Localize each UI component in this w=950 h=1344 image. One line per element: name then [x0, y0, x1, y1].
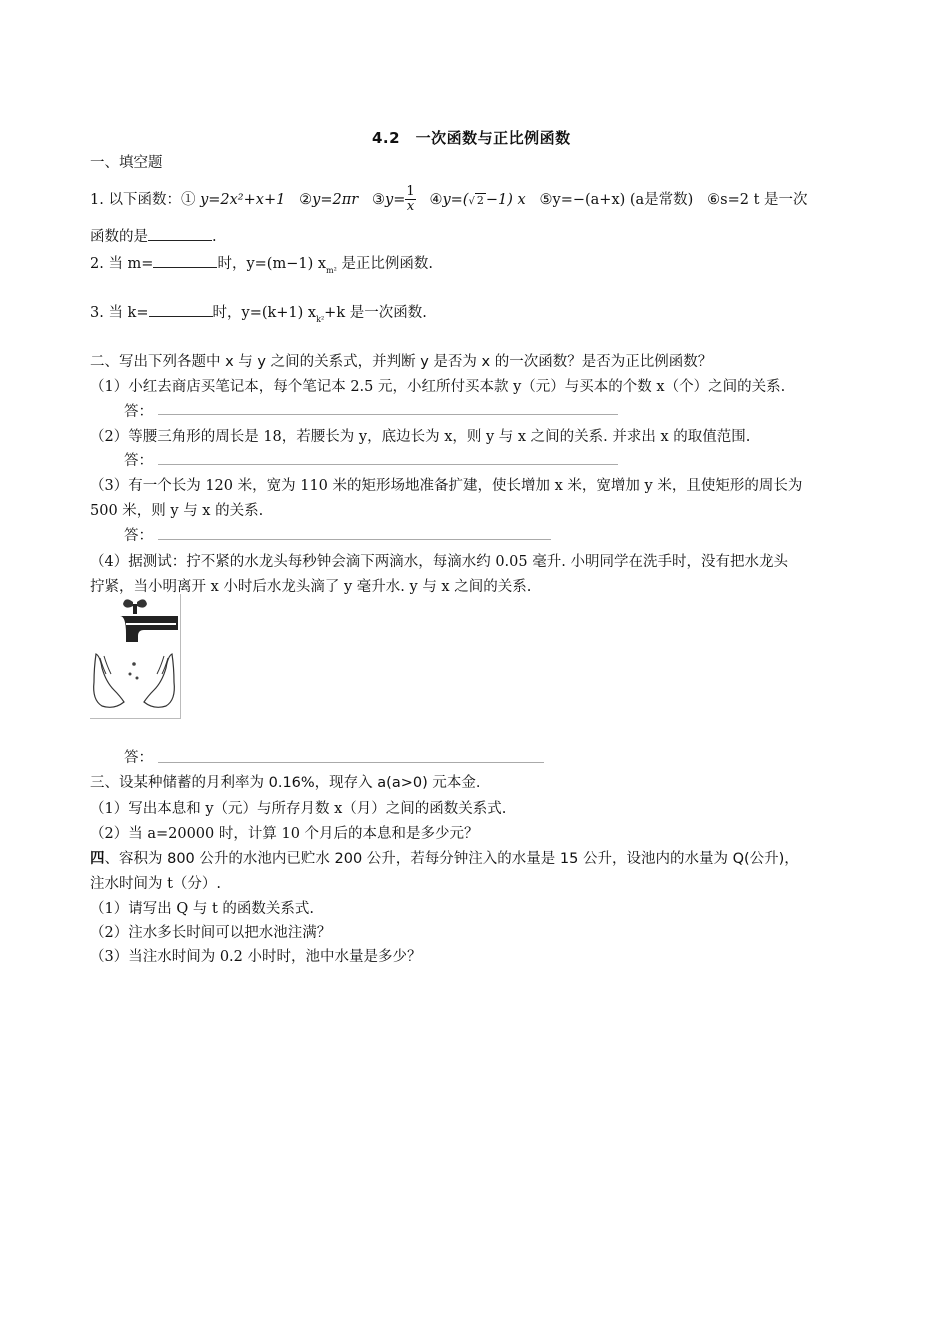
question-2-middle: 时，y=(m−1) x: [217, 256, 327, 272]
question-3-suffix: +k 是一次函数.: [324, 305, 427, 321]
section-heading-water-tank: [90, 847, 799, 868]
question-3-prefix: 3. 当 k=: [90, 305, 149, 321]
answer-blank[interactable]: [153, 253, 217, 268]
answer-label: 答：: [124, 404, 153, 420]
question-2-prefix: 2. 当 m=: [90, 256, 154, 272]
question-1-line-1: [90, 185, 808, 215]
fraction-denominator: x: [406, 199, 415, 215]
part2-question-4-line-2: 拧紧，当小明离开 x 小时后水龙头滴了 y 毫升水. y 与 x 之间的关系.: [90, 579, 532, 595]
answer-label: 答：: [124, 750, 153, 766]
answer-line[interactable]: [158, 464, 618, 465]
question-2-suffix: 是正比例函数.: [341, 256, 434, 272]
faucet-hands-icon: [90, 594, 180, 718]
question-1-intro: 1. 以下函数：: [90, 191, 181, 208]
option-1-label: ①: [180, 191, 196, 208]
option-5-label: ⑤: [539, 191, 553, 208]
section-heading-fill-blank: 一、填空题: [90, 155, 163, 171]
option-2-label: ②: [299, 191, 313, 208]
exponent-m: m²: [326, 266, 337, 275]
part2-question-3-line-1: （3）有一个长为 120 米，宽为 110 米的矩形场地准备扩建，使长增加 x 米，宽增加 y 米，且使矩形的周长为: [90, 478, 803, 494]
part4-question-3: （3）当注水时间为 0.2 小时时，池中水量是多少？: [90, 949, 422, 965]
faucet-figure: [90, 594, 181, 719]
option-3-fraction: [405, 185, 415, 215]
part4-heading-line-1: 、容积为 800 公升的水池内已贮水 200 公升，若每分钟注入的水量是 15 公升，设池内的水量为 Q(公升)，: [104, 851, 799, 867]
fraction-numerator: 1: [406, 184, 415, 199]
answer-line[interactable]: [158, 539, 551, 540]
option-3-lhs: y=: [385, 191, 406, 208]
part2-question-1: （1）小红去商店买笔记本，每个笔记本 2.5 元，小红所付买本款 y（元）与买本的个数 x（个）之间的关系.: [90, 379, 786, 395]
part4-heading-line-2: 注水时间为 t（分）.: [90, 876, 222, 892]
part2-question-4-line-1: （4）据测试：拧不紧的水龙头每秒钟会滴下两滴水，每滴水约 0.05 毫升. 小明同学在洗手时，没有把水龙头: [90, 554, 788, 570]
option-4-radicand: 2: [476, 193, 484, 207]
option-4-post: −1) x: [485, 191, 526, 208]
part3-question-2: （2）当 a=20000 时，计算 10 个月后的本息和是多少元？: [90, 826, 479, 842]
answer-line[interactable]: [158, 762, 544, 763]
part4-question-1: （1）请写出 Q 与 t 的函数关系式.: [90, 901, 314, 917]
sqrt-icon: √: [468, 195, 475, 207]
part4-question-2: （2）注水多长时间可以把水池注满？: [90, 925, 332, 941]
answer-label: 答：: [124, 528, 153, 544]
option-2: y=2πr: [312, 191, 359, 208]
page-title: 4.2 一次函数与正比例函数: [372, 129, 571, 147]
question-1-line-2: [90, 225, 217, 246]
answer-label: 答：: [124, 453, 153, 469]
option-4-label: ④: [429, 191, 443, 208]
answer-blank[interactable]: [149, 302, 213, 317]
answer-blank[interactable]: [148, 226, 212, 241]
answer-line[interactable]: [158, 414, 618, 415]
question-1-continuation: 函数的是: [90, 229, 148, 245]
question-2: [90, 252, 433, 275]
option-1: y=2x²+x+1: [200, 191, 286, 208]
period: .: [212, 229, 217, 245]
question-3: [90, 301, 427, 324]
option-5: y=−(a+x) (a是常数): [552, 191, 694, 208]
option-6-label: ⑥: [707, 191, 721, 208]
option-6: s=2 t 是一次: [720, 191, 808, 208]
section-heading-savings: 三、设某种储蓄的月利率为 0.16%，现存入 a(a>0) 元本金.: [90, 775, 481, 791]
question-3-middle: 时，y=(k+1) x: [212, 305, 317, 321]
section-number-four: 四: [90, 851, 105, 867]
option-4-pre: y=(: [442, 191, 469, 208]
part2-question-2: （2）等腰三角形的周长是 18，若腰长为 y，底边长为 x，则 y 与 x 之间的关系. 并求出 x 的取值范围.: [90, 429, 751, 445]
part3-question-1: （1）写出本息和 y（元）与所存月数 x（月）之间的函数关系式.: [90, 801, 507, 817]
exponent-k: k²: [316, 315, 325, 324]
section-heading-relations: 二、写出下列各题中 x 与 y 之间的关系式，并判断 y 是否为 x 的一次函数？是否为正比例函数？: [90, 354, 713, 370]
option-3-label: ③: [372, 191, 386, 208]
part2-question-3-line-2: 500 米，则 y 与 x 的关系.: [90, 503, 264, 519]
